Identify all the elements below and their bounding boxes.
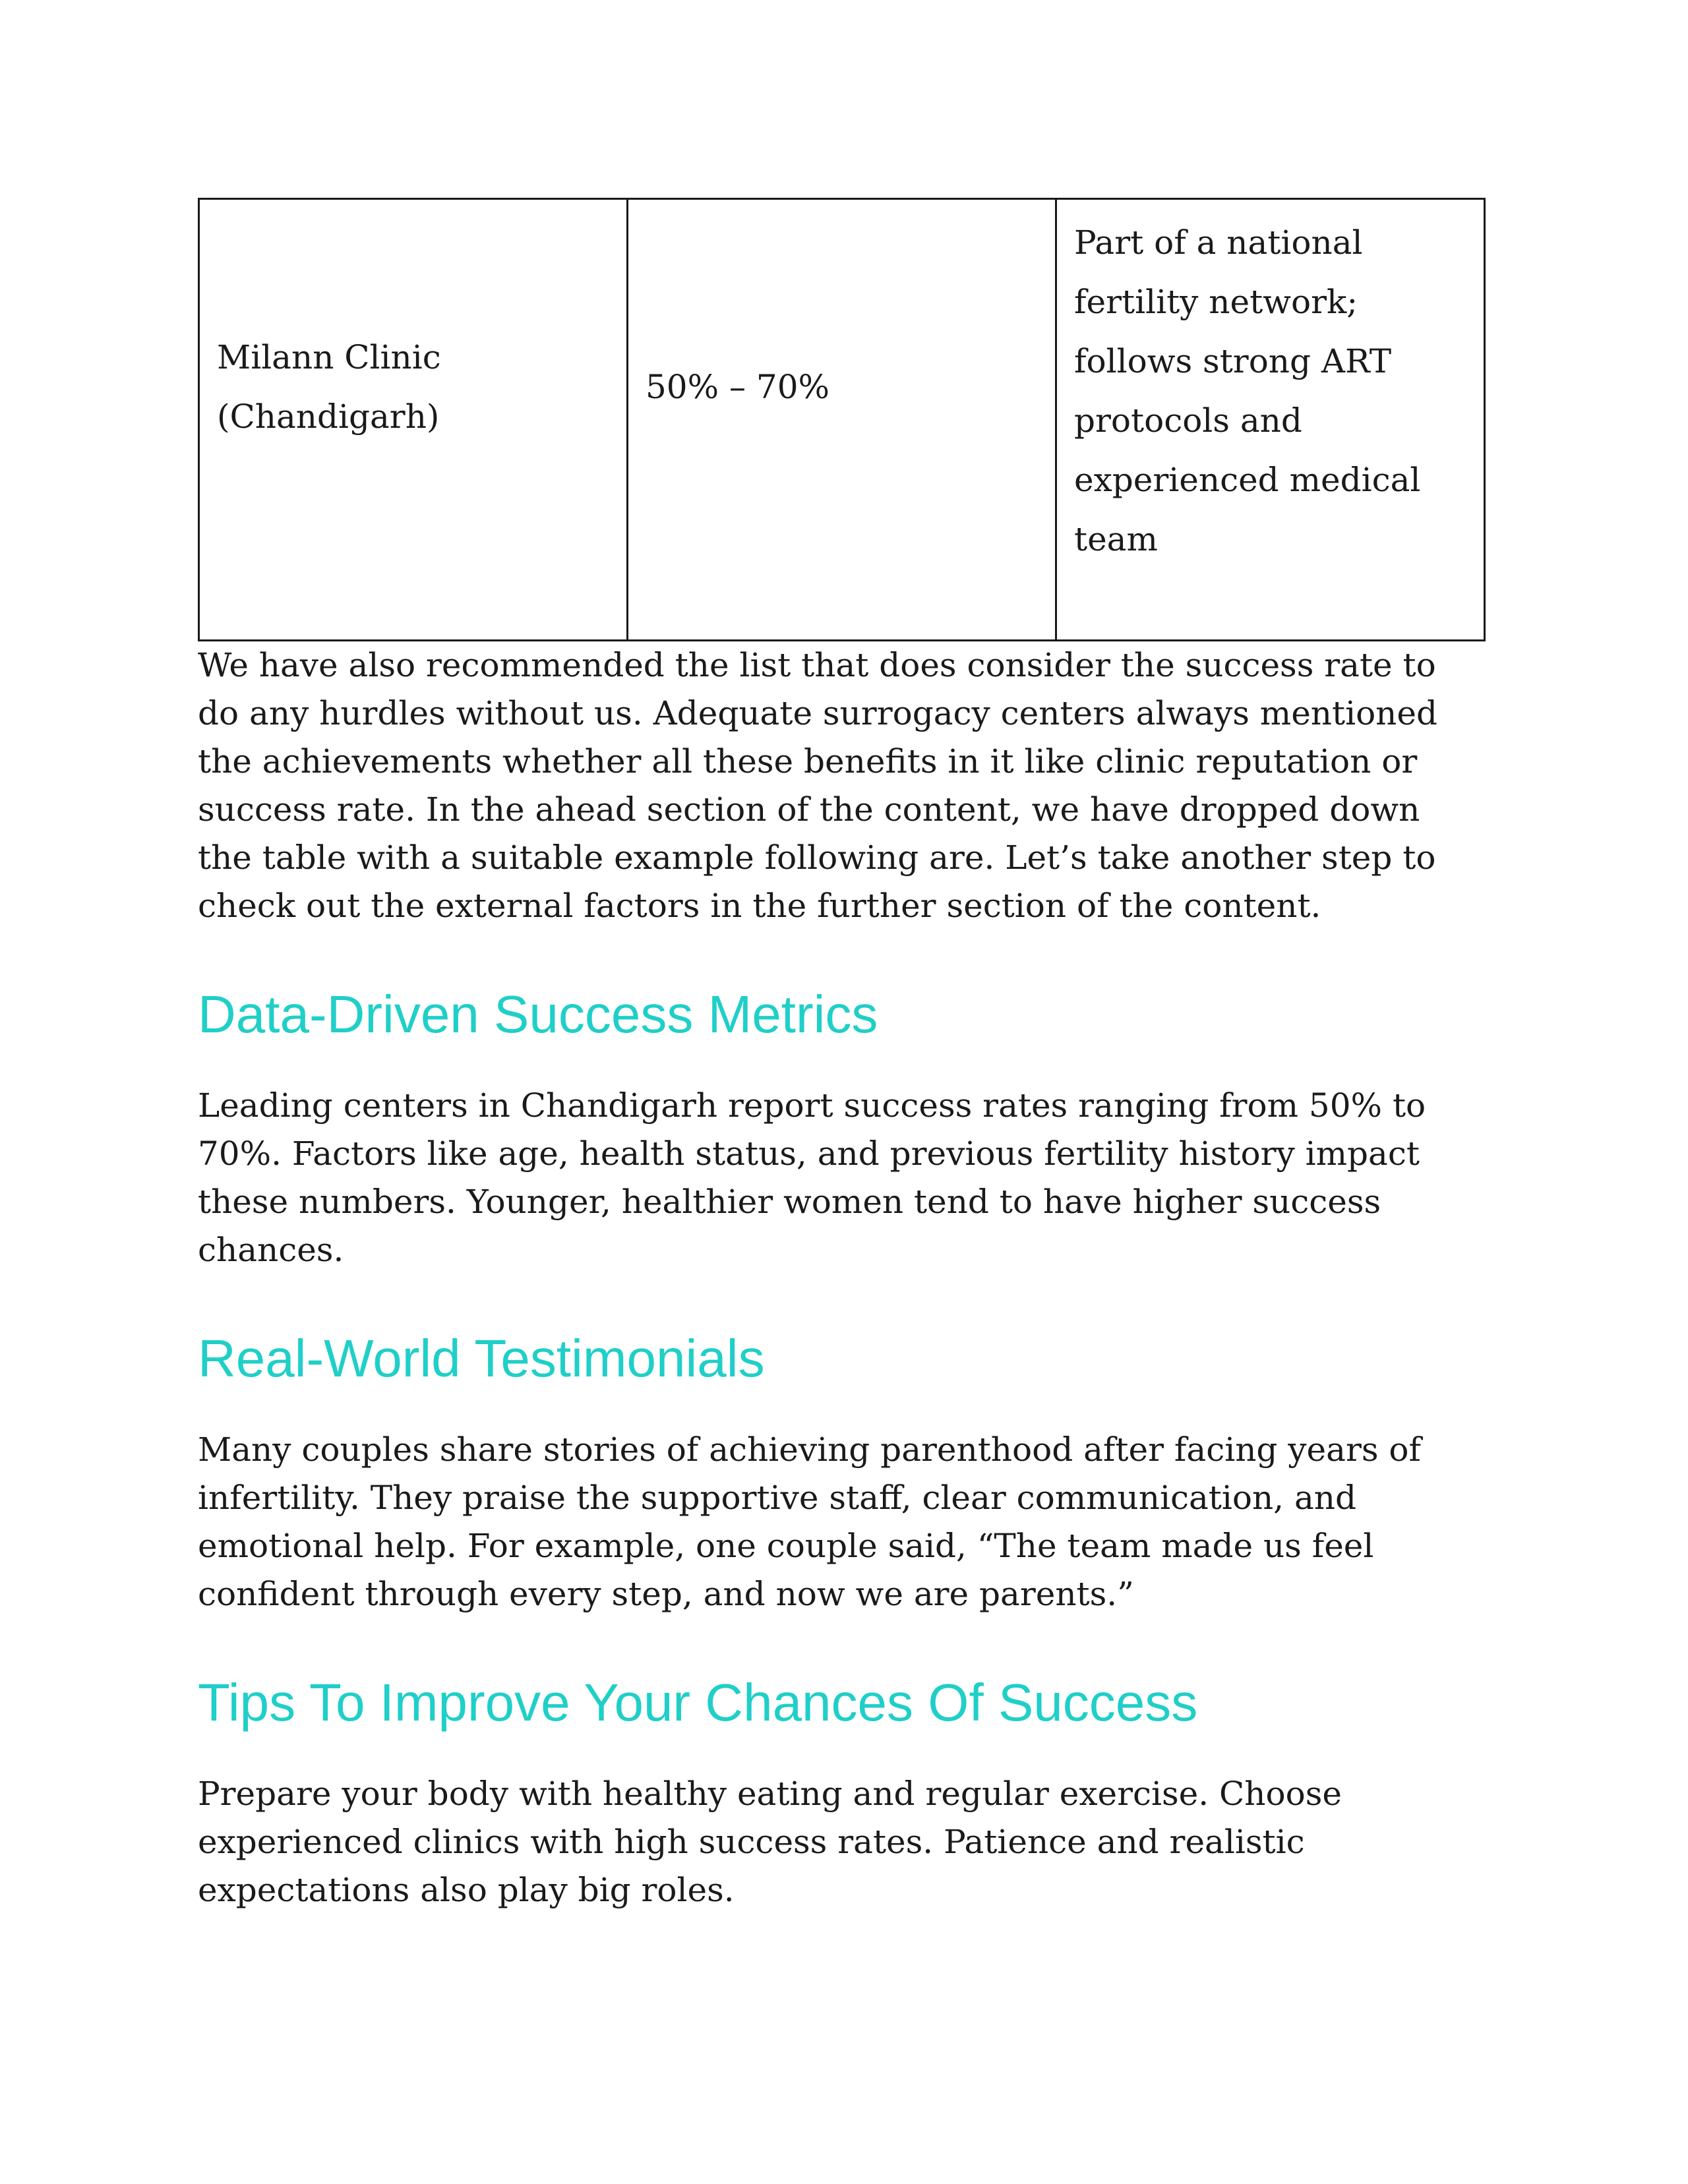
- table-row: [199, 199, 1485, 641]
- document-page: [198, 198, 1484, 1914]
- intro-paragraph: We have also recommended the list that does consider the success rate to do any hurdles without us. Adequate surrogacy centers always mentioned the achievements whether all these benefits in it like clinic reputation or success rate. In the ahead section of the content, we have dropped down the table with a suitable example following are. Let’s take another step to check out the external factors in the further section of the content.: [198, 646, 1437, 925]
- section-heading-testimonials: Real-World Testimonials: [198, 1329, 765, 1388]
- clinic-name-cell: [199, 199, 628, 641]
- section-heading-metrics: Data-Driven Success Metrics: [198, 985, 878, 1044]
- notes-cell: [1056, 199, 1485, 641]
- clinic-notes: Part of a national fertility network; follows strong ART protocols and experienced medical team: [1074, 223, 1421, 558]
- success-rate-cell: [628, 199, 1056, 641]
- section-body-metrics: Leading centers in Chandigarh report success rates ranging from 50% to 70%. Factors like age, health status, and previous fertility history impact these numbers. Younger, healthier women tend to have higher success chances.: [198, 1086, 1426, 1269]
- section-body-tips: Prepare your body with healthy eating and regular exercise. Choose experienced clinics with high success rates. Patience and realistic expectations also play big roles.: [198, 1775, 1342, 1909]
- clinic-table: [198, 198, 1486, 641]
- section-body-testimonials: Many couples share stories of achieving parenthood after facing years of infertility. They praise the supportive staff, clear communication, and emotional help. For example, one couple said, “The team made us feel confident through every step, and now we are parents.”: [198, 1431, 1422, 1613]
- section-heading-tips: Tips To Improve Your Chances Of Success: [198, 1673, 1198, 1732]
- success-rate: 50% – 70%: [646, 367, 830, 406]
- clinic-name: Milann Clinic (Chandigarh): [217, 338, 441, 436]
